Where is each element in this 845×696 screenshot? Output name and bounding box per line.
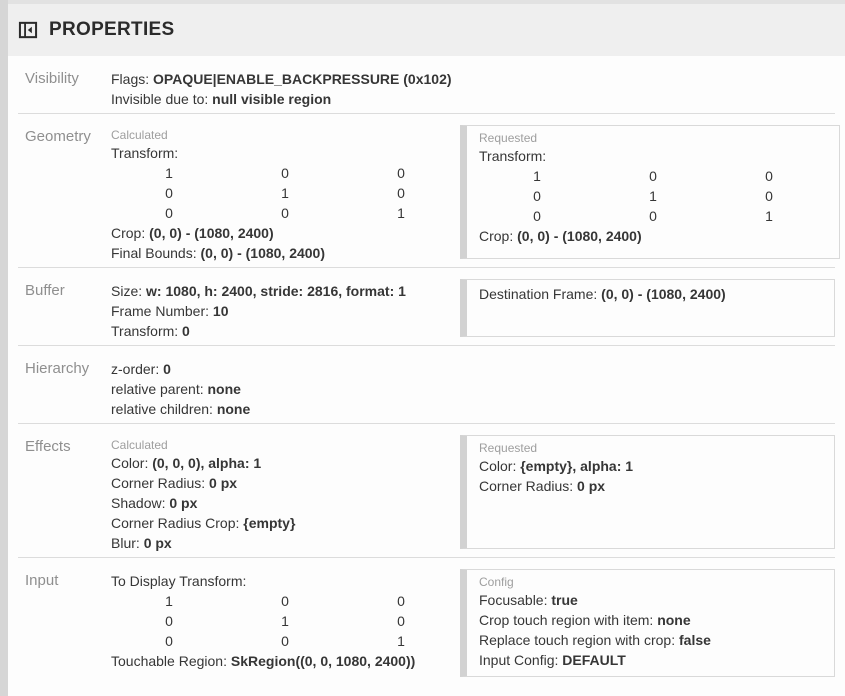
property-label: z-order:	[111, 361, 164, 377]
matrix-cell: 0	[165, 633, 173, 649]
section-visibility	[8, 56, 845, 114]
property-value: none	[657, 612, 691, 628]
property-line-blur	[111, 533, 460, 553]
group-label-requested: Requested	[479, 131, 538, 145]
property-value: (0, 0, 0), alpha: 1	[152, 455, 262, 471]
hierarchy-properties	[111, 359, 460, 419]
property-line-touchable-region	[111, 651, 460, 671]
transform-matrix	[111, 163, 460, 223]
matrix-cell: 1	[281, 613, 289, 629]
property-label: Destination Frame:	[479, 286, 602, 302]
property-line-color	[111, 453, 460, 473]
property-label: Color:	[479, 458, 521, 474]
property-value: (0, 0) - (1080, 2400)	[200, 245, 326, 261]
property-value: {empty}	[243, 515, 296, 531]
geometry-calculated	[111, 127, 460, 263]
input-properties	[111, 571, 460, 681]
property-line-corner-radius	[479, 476, 822, 496]
property-line-relative-children	[111, 399, 460, 419]
section-label-input: Input	[25, 572, 59, 589]
property-line-replace-touch-region	[479, 630, 822, 650]
property-value: SkRegion((0, 0, 1080, 2400))	[230, 653, 416, 669]
visibility-properties	[111, 69, 460, 109]
matrix-cell: 0	[649, 168, 657, 184]
property-label: Blur:	[111, 535, 144, 551]
group-label-config: Config	[479, 575, 514, 589]
property-label: Shadow:	[111, 495, 170, 511]
section-effects	[8, 424, 845, 558]
panel-title: PROPERTIES	[49, 19, 175, 40]
property-line-z-order	[111, 359, 460, 379]
property-line-frame-number	[111, 301, 460, 321]
property-label: Input Config:	[479, 652, 563, 668]
matrix-cell: 1	[765, 208, 773, 224]
property-line-crop-touch-region	[479, 610, 822, 630]
matrix-cell: 0	[765, 168, 773, 184]
matrix-cell: 0	[765, 188, 773, 204]
property-line-corner-radius	[111, 473, 460, 493]
property-value: true	[551, 592, 578, 608]
property-label: Final Bounds:	[111, 245, 201, 261]
property-label: Crop:	[479, 228, 518, 244]
property-value: {empty}, alpha: 1	[520, 458, 634, 474]
property-label: Replace touch region with crop:	[479, 632, 679, 648]
property-label: Crop touch region with item:	[479, 612, 658, 628]
matrix-cell: 0	[281, 633, 289, 649]
group-label-calculated: Calculated	[111, 128, 168, 142]
collapse-panel-button[interactable]	[16, 18, 40, 42]
section-label-visibility: Visibility	[25, 70, 79, 87]
matrix-cell: 0	[281, 593, 289, 609]
matrix-cell: 0	[165, 205, 173, 221]
property-value: 0	[182, 323, 190, 339]
property-value: false	[679, 632, 711, 648]
matrix-cell: 1	[281, 185, 289, 201]
property-label: Corner Radius Crop:	[111, 515, 244, 531]
section-label-geometry: Geometry	[25, 128, 91, 145]
matrix-cell: 0	[281, 205, 289, 221]
property-value: none	[216, 401, 251, 417]
section-hierarchy	[8, 346, 845, 424]
effects-requested-box	[460, 435, 835, 549]
matrix-cell: 1	[397, 205, 405, 221]
property-label: Size:	[111, 283, 147, 299]
matrix-cell: 1	[165, 165, 173, 181]
property-label: Transform:	[111, 323, 183, 339]
property-line-shadow	[111, 493, 460, 513]
property-label: Corner Radius:	[479, 478, 578, 494]
property-label: Invisible due to:	[111, 91, 213, 107]
property-label: relative parent:	[111, 381, 208, 397]
matrix-cell: 0	[165, 613, 173, 629]
property-line-crop	[479, 226, 827, 246]
property-line-transform	[111, 321, 460, 341]
section-label-hierarchy: Hierarchy	[25, 360, 90, 377]
property-line-final-bounds	[111, 243, 460, 263]
property-line-crop	[111, 223, 460, 243]
properties-content	[8, 56, 845, 686]
matrix-cell: 0	[649, 208, 657, 224]
buffer-properties	[111, 281, 460, 341]
property-line-to-display-transform: To Display Transform:	[111, 573, 247, 589]
matrix-cell: 0	[533, 208, 541, 224]
visibility-side-empty	[460, 69, 835, 109]
property-value: (0, 0) - (1080, 2400)	[517, 228, 642, 244]
buffer-destination-box	[460, 279, 835, 337]
property-line-focusable	[479, 590, 822, 610]
geometry-requested-box	[460, 125, 840, 259]
property-value: DEFAULT	[562, 652, 626, 668]
properties-header	[8, 4, 845, 56]
property-value: 0 px	[169, 495, 198, 511]
property-value: 0 px	[209, 475, 238, 491]
matrix-cell: 0	[281, 165, 289, 181]
matrix-cell: 0	[397, 165, 405, 181]
matrix-cell: 0	[397, 613, 405, 629]
matrix-cell: 1	[397, 633, 405, 649]
left-edge-divider	[0, 0, 8, 696]
property-label: Frame Number:	[111, 303, 213, 319]
group-label-requested: Requested	[479, 441, 538, 455]
input-config-box	[460, 569, 835, 677]
property-line-size	[111, 281, 460, 301]
property-label: Flags:	[111, 71, 154, 87]
property-label: relative children:	[111, 401, 217, 417]
property-line-relative-parent	[111, 379, 460, 399]
matrix-cell: 1	[649, 188, 657, 204]
transform-matrix	[479, 166, 827, 226]
section-buffer	[8, 268, 845, 346]
property-line-color	[479, 456, 822, 476]
property-label: Touchable Region:	[111, 653, 231, 669]
section-geometry	[8, 114, 845, 268]
left-panel-close-icon	[17, 19, 39, 41]
matrix-cell: 0	[397, 185, 405, 201]
property-line-input-config	[479, 650, 822, 670]
matrix-cell: 1	[533, 168, 541, 184]
hierarchy-side-empty	[460, 359, 835, 419]
matrix-cell: 0	[165, 185, 173, 201]
property-line-flags	[111, 69, 460, 89]
matrix-cell: 1	[165, 593, 173, 609]
effects-calculated	[111, 437, 460, 553]
property-value: 10	[212, 303, 229, 319]
property-line-corner-radius-crop	[111, 513, 460, 533]
property-value: 0 px	[143, 535, 172, 551]
group-label-calculated: Calculated	[111, 438, 168, 452]
property-value: 0	[163, 361, 171, 377]
property-line-invisible-due-to	[111, 89, 460, 109]
property-value: 0 px	[577, 478, 606, 494]
property-value: OPAQUE|ENABLE_BACKPRESSURE (0x102)	[153, 71, 452, 87]
property-label: Crop:	[111, 225, 150, 241]
property-label: Color:	[111, 455, 153, 471]
transform-matrix	[111, 591, 460, 651]
property-value: (0, 0) - (1080, 2400)	[149, 225, 274, 241]
property-label: Focusable:	[479, 592, 552, 608]
property-line-transform: Transform:	[479, 148, 547, 164]
property-value: (0, 0) - (1080, 2400)	[601, 286, 726, 302]
matrix-cell: 0	[397, 593, 405, 609]
property-label: Corner Radius:	[111, 475, 210, 491]
section-label-buffer: Buffer	[25, 282, 65, 299]
top-edge-divider	[0, 0, 845, 4]
matrix-cell: 0	[533, 188, 541, 204]
property-value: null visible region	[212, 91, 332, 107]
property-value: w: 1080, h: 2400, stride: 2816, format: 1	[146, 283, 406, 299]
property-value: none	[207, 381, 241, 397]
section-input	[8, 558, 845, 686]
property-line-destination-frame	[479, 284, 822, 304]
property-line-transform: Transform:	[111, 145, 179, 161]
section-label-effects: Effects	[25, 438, 71, 455]
